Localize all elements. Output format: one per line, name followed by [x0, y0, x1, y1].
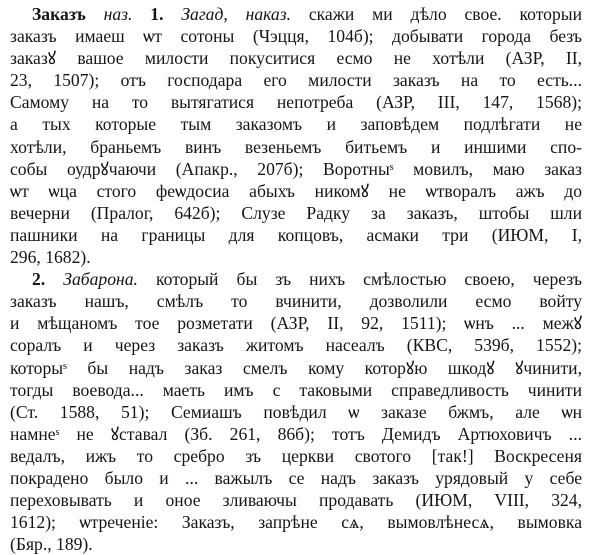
- entry-line: тогды воевода... маеть имъ с таковыми справедливость чинити: [10, 379, 582, 400]
- entry-line: 296, 1682).: [10, 247, 91, 268]
- entry-sense-2: [10, 268, 582, 555]
- sense-gloss: Забарона.: [63, 269, 138, 290]
- entry-line: соралъ и через заказъ житомъ насеалъ (КВС, 539б, 1552);: [10, 335, 582, 356]
- part-of-speech: наз.: [103, 4, 133, 24]
- sense-gloss: Загад, наказ.: [181, 4, 291, 24]
- entry-line: ѡт ѡца стого феѡдосиа абыхъ никомꙋ не ѡтворалъ ажъ до: [10, 180, 582, 201]
- entry-sense-1: [10, 3, 582, 268]
- entry-line: Самому на то вытягатися непотреба (АЗР, III, 147, 1568);: [10, 92, 582, 113]
- citation-text: скажи ми дѣло свое. которыи: [308, 4, 583, 24]
- entry-line: 23, 1507); отъ господара его милости заказъ на то есть...: [10, 70, 582, 91]
- entry-line: заказъ нашъ, смѣлъ то вчинити, дозволили есмо войту: [10, 291, 582, 312]
- entry-line: и мѣщаномъ тое розметати (АЗР, II, 92, 1511); ѡнъ ... межꙋ: [10, 313, 582, 334]
- entry-line: заказꙋ вашое милости покуситися есмо не хотѣли (АЗР, II,: [10, 48, 582, 69]
- entry-line: переховывать и оное зливаючы продавать (ИЮМ, VIII, 324,: [10, 490, 582, 511]
- entry-line: намнеˢ не ꙋставал (Зб. 261, 86б); тотъ Демидъ Артюховичъ ...: [10, 423, 582, 444]
- entry-line: заказъ имаеш ѡт сотоны (Чэцця, 104б); добывати города безъ: [10, 26, 582, 47]
- entry-line: 1612); ѡтреченіе: Заказъ, запрѣне сѧ, вымовлѣнесѧ, вымовка: [10, 512, 582, 533]
- citation-text: который бы зъ нихъ смѣлостью своею, черезъ: [155, 269, 583, 290]
- entry-line: [10, 3, 582, 25]
- headword: Заказъ: [32, 4, 86, 24]
- entry-line: пашники на границы для копцовъ, асмаки три (ИЮМ, I,: [10, 224, 582, 245]
- entry-line: вечерни (Пралог, 642б); Слузе Радку за заказъ, штобы шли: [10, 202, 582, 223]
- entry-line: (Ст. 1588, 51); Семиашъ повѣдил ѡ заказе бжмъ, але ѡн: [10, 401, 582, 422]
- entry-line: (Бяр., 189).: [10, 534, 93, 555]
- entry-line: хотѣли, браньемъ винъ везеньемъ битьемъ и иншими спо-: [10, 136, 582, 157]
- entry-line: собы оудрꙋчаючи (Апакр., 207б); Воротныˢ мовилъ, маю заказ: [10, 158, 582, 179]
- sense-number: 2.: [32, 269, 46, 290]
- sense-number: 1.: [150, 4, 164, 24]
- entry-line: которыˢ бы надъ заказ смелъ кому которꙋю шкодꙋ ꙋчинити,: [10, 357, 582, 378]
- entry-line: ведалъ, ижъ то сребро зъ церкви свотого [так!] Воскресеня: [10, 445, 582, 466]
- entry-line: [10, 268, 582, 290]
- entry-line: покрадено было и ... важылъ се надъ заказъ урядовый у себе: [10, 467, 582, 488]
- entry-line: а тых которые тым заказомъ и заповѣдем подлѣгати не: [10, 114, 582, 135]
